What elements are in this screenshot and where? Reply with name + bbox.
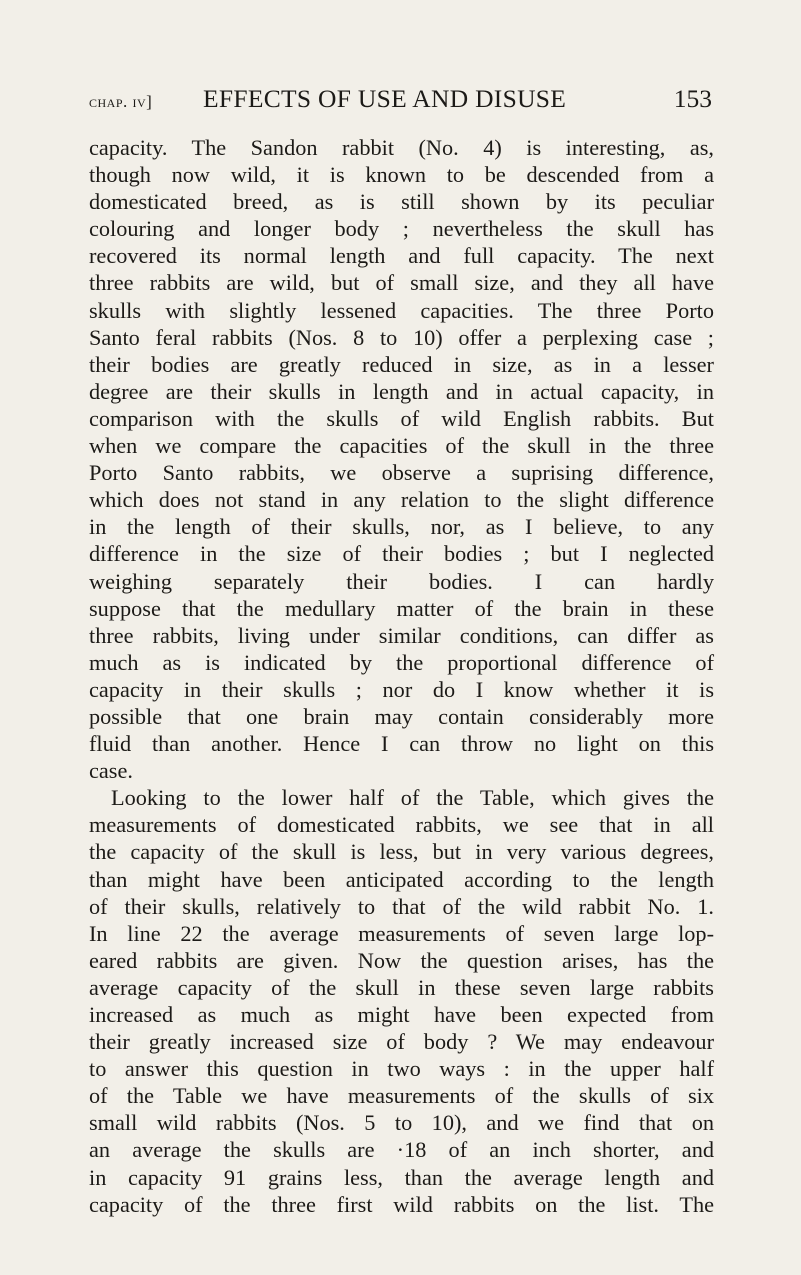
text-line: of their skulls, relatively to that of the wild rabbit No. 1. xyxy=(89,893,714,919)
text-line: skulls with slightly lessened capacities. The three Porto xyxy=(89,297,714,323)
text-line: three rabbits, living under similar conditions, can differ as xyxy=(89,622,714,648)
text-line: Porto Santo rabbits, we observe a suprising difference, xyxy=(89,460,714,486)
text-line: possible that one brain may contain considerably more xyxy=(89,703,714,729)
running-header xyxy=(89,84,712,124)
text-line: In line 22 the average measurements of seven large lop- xyxy=(89,920,714,946)
text-line: domesticated breed, as is still shown by its peculiar xyxy=(89,189,714,215)
text-line: their greatly increased size of body ? We may endeavour xyxy=(89,1029,714,1055)
text-line: average capacity of the skull in these seven large rabbits xyxy=(89,974,714,1000)
text-line: an average the skulls are ·18 of an inch shorter, and xyxy=(89,1137,714,1163)
text-line: though now wild, it is known to be descended from a xyxy=(89,162,714,188)
text-line: suppose that the medullary matter of the brain in these xyxy=(89,595,714,621)
text-line: degree are their skulls in length and in actual capacity, in xyxy=(89,378,714,404)
text-line: much as is indicated by the proportional difference of xyxy=(89,649,714,675)
chapter-label: chap. iv] xyxy=(89,92,153,111)
text-line: of the Table we have measurements of the skulls of six xyxy=(89,1083,714,1109)
text-line: weighing separately their bodies. I can hardly xyxy=(89,568,714,594)
text-line: Looking to the lower half of the Table, which gives the xyxy=(111,785,714,811)
text-line: which does not stand in any relation to the slight difference xyxy=(89,487,714,513)
text-line: Santo feral rabbits (Nos. 8 to 10) offer a perplexing case ; xyxy=(89,324,714,350)
text-line: recovered its normal length and full capacity. The next xyxy=(89,243,714,269)
text-line: increased as much as might have been expected from xyxy=(89,1002,714,1027)
text-line: small wild rabbits (Nos. 5 to 10), and we find that on xyxy=(89,1110,714,1136)
text-line: comparison with the skulls of wild English rabbits. But xyxy=(89,405,714,431)
text-line: eared rabbits are given. Now the question arises, has the xyxy=(89,947,714,973)
text-line: in capacity 91 grains less, than the average length and xyxy=(89,1164,714,1190)
text-line: in the length of their skulls, nor, as I believe, to any xyxy=(89,514,714,540)
text-line: three rabbits are wild, but of small size, and they all have xyxy=(89,270,714,296)
text-line: fluid than another. Hence I can throw no light on this xyxy=(89,731,714,757)
text-line: than might have been anticipated according to the length xyxy=(89,866,714,892)
text-line: capacity of the three first wild rabbits on the list. The xyxy=(89,1191,714,1217)
page-number: 153 xyxy=(673,84,712,113)
text-line: capacity in their skulls ; nor do I know whether it is xyxy=(89,676,714,702)
text-line: colouring and longer body ; nevertheless the skull has xyxy=(89,216,714,242)
text-line: to answer this question in two ways : in the upper half xyxy=(89,1056,714,1082)
body-text xyxy=(89,134,714,1218)
text-line: their bodies are greatly reduced in size, as in a lesser xyxy=(89,351,714,377)
text-line: when we compare the capacities of the skull in the three xyxy=(89,433,714,459)
text-line: the capacity of the skull is less, but in very various degrees, xyxy=(89,839,714,865)
text-line: difference in the size of their bodies ; but I neglected xyxy=(89,541,714,567)
running-title: EFFECTS OF USE AND DISUSE xyxy=(203,84,567,113)
text-line: capacity. The Sandon rabbit (No. 4) is interesting, as, xyxy=(89,135,714,160)
text-line: case. xyxy=(89,758,133,784)
text-line: measurements of domesticated rabbits, we see that in all xyxy=(89,812,714,838)
